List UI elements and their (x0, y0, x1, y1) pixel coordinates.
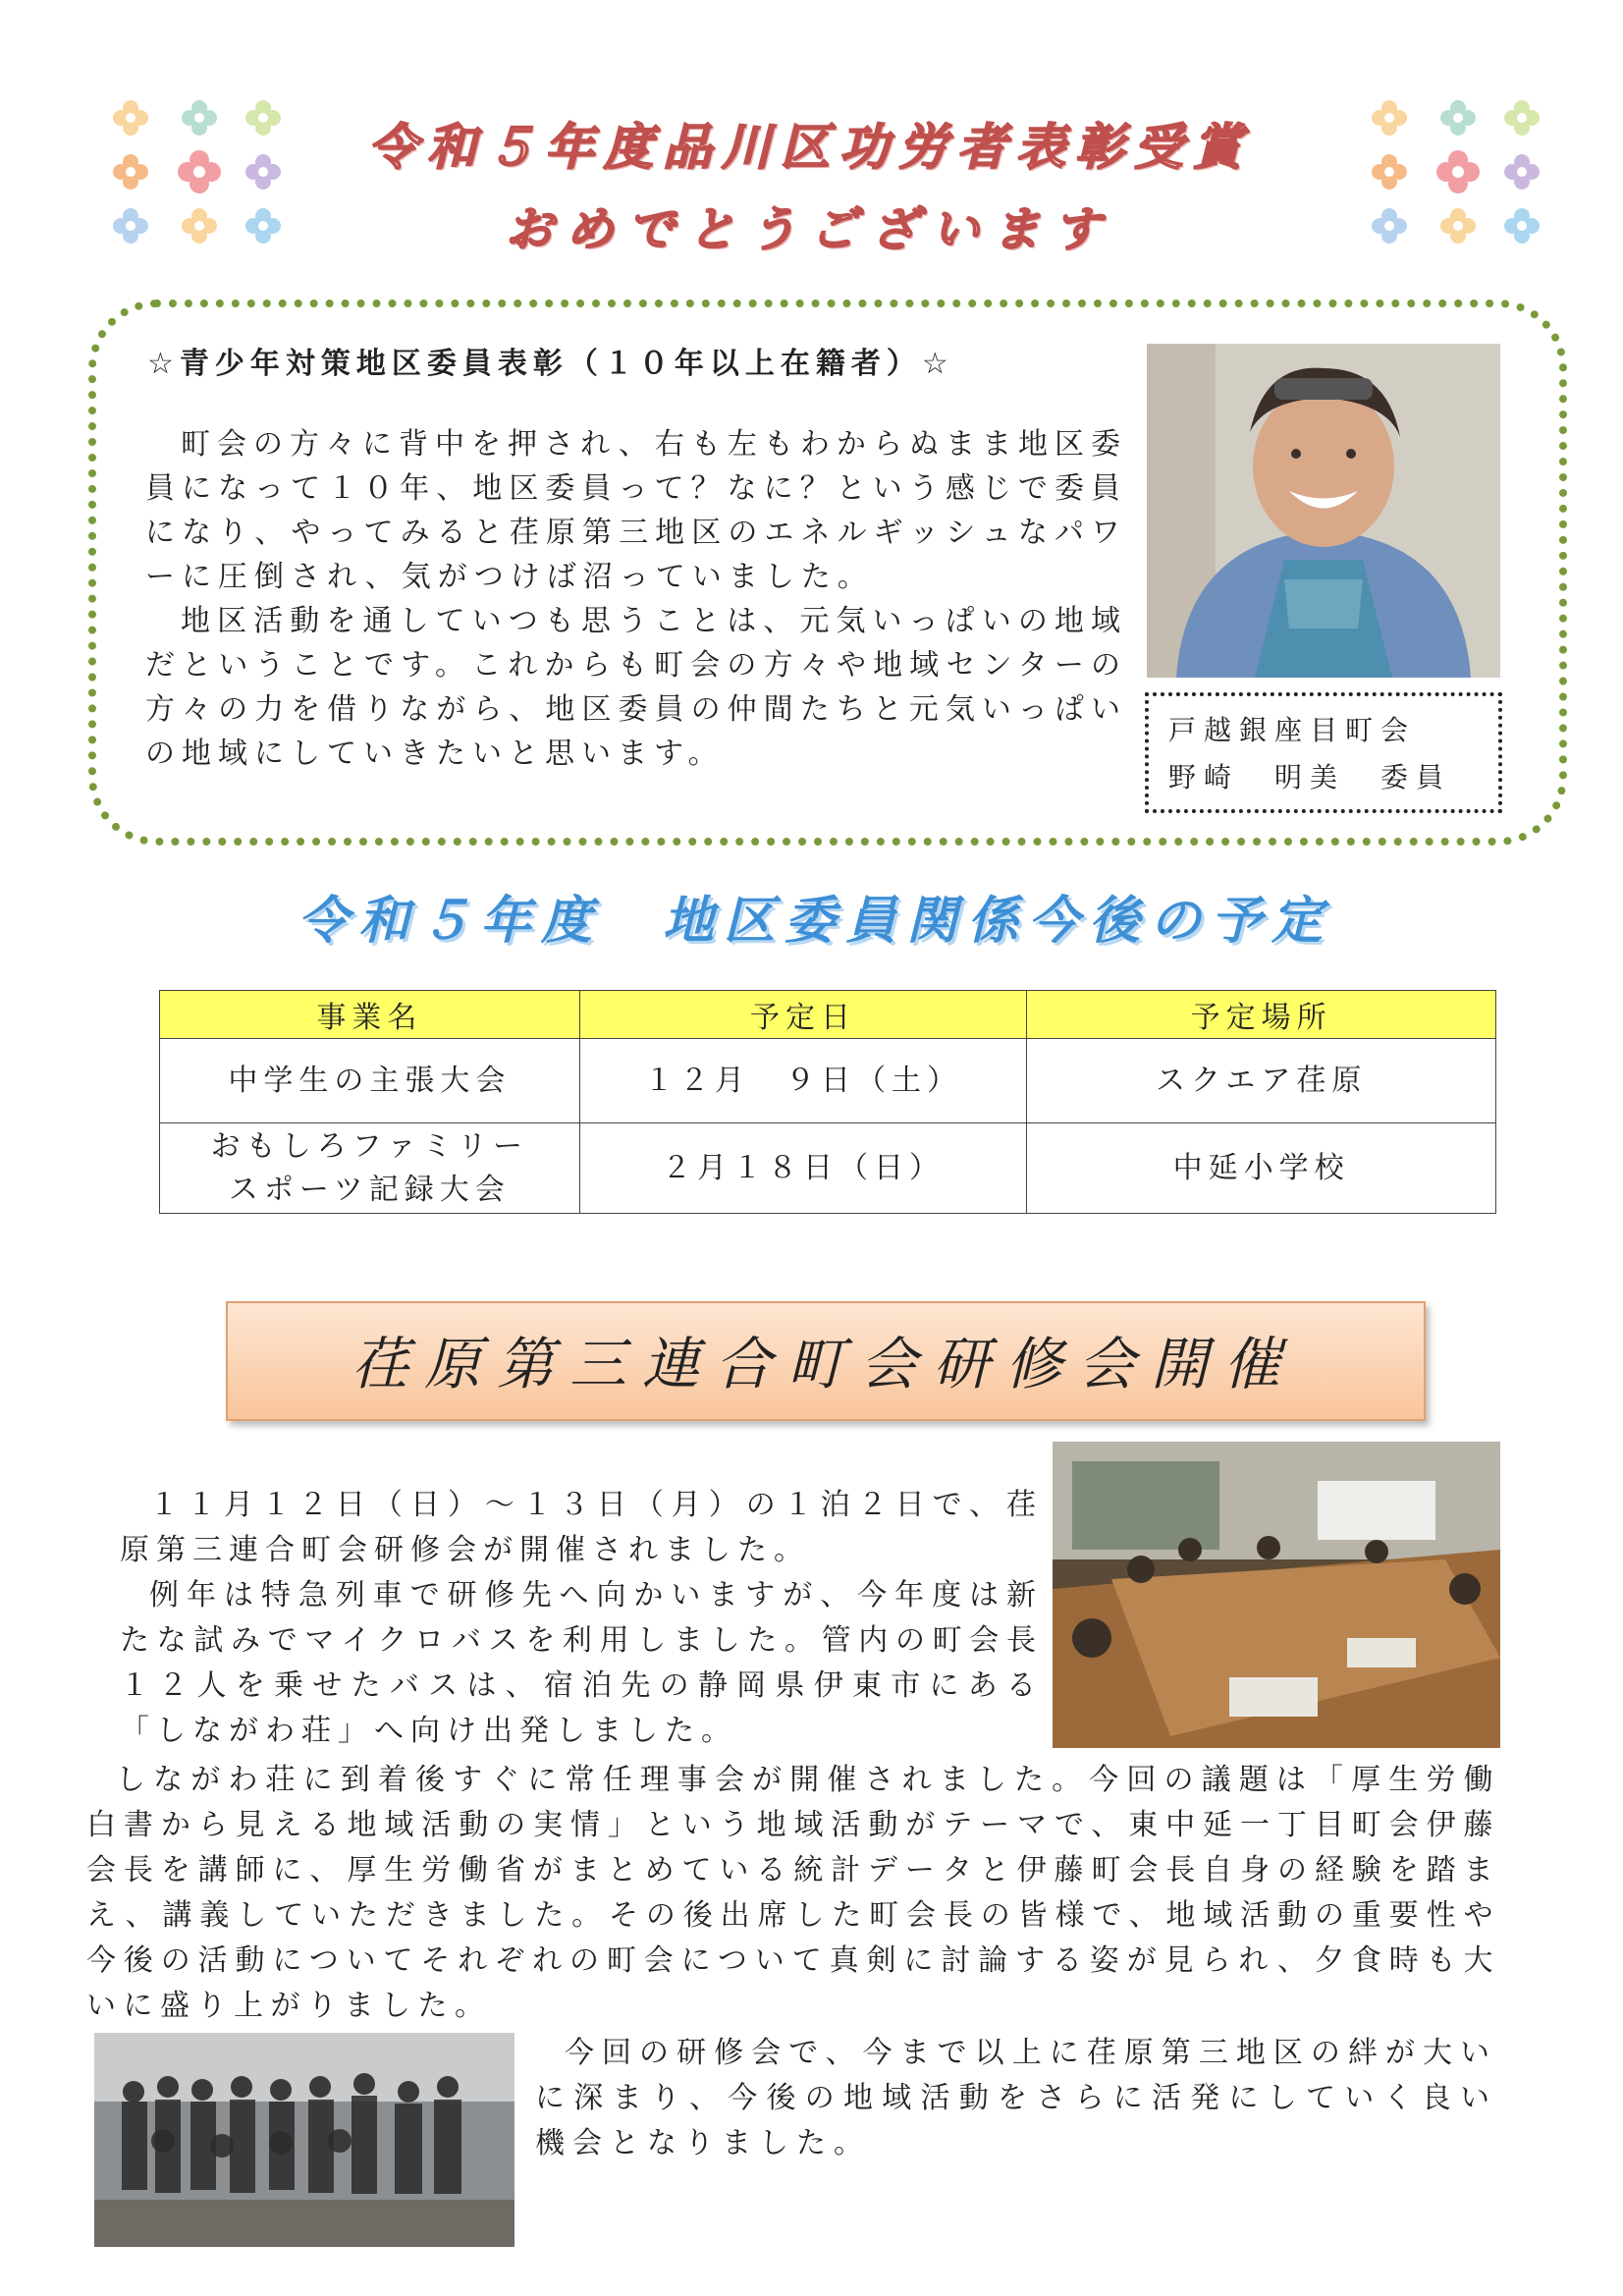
recipient-name: 野崎 明美 委員 (1168, 761, 1452, 793)
seminar-paragraph: 今回の研修会で、今まで以上に荏原第三地区の絆が大いに深まり、今後の地域活動をさらに活発にしていく良い機会となりました。 (535, 2036, 1497, 2160)
page-subtitle: おめでとうございます (505, 202, 1114, 257)
flower-decoration-right (1365, 93, 1551, 250)
schedule-table (159, 990, 1496, 1214)
award-recipient-photo (1147, 344, 1500, 678)
seminar-paragraph: しながわ荘に到着後すぐに常任理事会が開催されました。今回の議題は「厚生労働白書から見える地域活動の実情」という地域活動がテーマで、東中延一丁目町会伊藤会長を講師に、厚生労働省がまとめている統計データと伊藤町会長自身の経験を踏まえ、講義していただきました。その後出席した町会長の皆様で、地域活動の重要性や今後の活動についてそれぞれの町会について真剣に討論する姿が見られ、夕食時も大いに盛り上がりました。 (86, 1763, 1500, 2023)
table-header-row (160, 991, 1496, 1039)
event-date: ２月１８日（日） (579, 1123, 1027, 1214)
seminar-title: 荏原第三連合町会研修会開催 (351, 1331, 1296, 1397)
seminar-body (86, 1758, 1500, 2029)
seminar-meeting-photo (1053, 1442, 1500, 1748)
event-place: スクエア荏原 (1027, 1039, 1496, 1123)
event-name-line: スポーツ記録大会 (228, 1172, 511, 1207)
column-header-place: 予定場所 (1027, 991, 1496, 1039)
table-row (160, 1039, 1496, 1123)
event-place: 中延小学校 (1027, 1123, 1496, 1214)
flower-icon-group (1365, 93, 1551, 250)
table-row (160, 1123, 1496, 1214)
award-paragraph: 地区活動を通していつも思うことは、元気いっぱいの地域だということです。これからも町会の方々や地域センターの方々の力を借りながら、地区委員の仲間たちと元気いっぱいの地域にしていきたいと思います。 (145, 604, 1127, 771)
page-title: 令和５年度品川区功労者表彰受賞 (368, 118, 1252, 176)
seminar-paragraph: 例年は特急列車で研修先へ向かいますが、今年度は新たな試みでマイクロバスを利用しました。管内の町会長１２人を乗せたバスは、宿泊先の静岡県伊東市にある「しながわ荘」へ向け出発しました。 (120, 1578, 1043, 1748)
meeting-room-image (1053, 1442, 1500, 1748)
flower-icon-group (106, 93, 293, 250)
event-name (160, 1123, 580, 1214)
schedule-title: 令和５年度 地区委員関係今後の予定 (297, 892, 1332, 951)
group-photo-image (94, 2033, 514, 2247)
column-header-event: 事業名 (160, 991, 580, 1039)
event-name: 中学生の主張大会 (160, 1039, 580, 1123)
award-paragraph: 町会の方々に背中を押され、右も左もわからぬまま地区委員になって１０年、地区委員って？なに？という感じで委員になり、やってみると荏原第三地区のエネルギッシュなパワーに圧倒され、気がつけば沼っていました。 (145, 427, 1127, 594)
seminar-conclusion (535, 2031, 1497, 2166)
event-name-line: おもしろファミリー (210, 1128, 529, 1164)
flower-decoration-left (106, 93, 293, 250)
event-date: １２月 ９日（土） (579, 1039, 1027, 1123)
award-text (145, 422, 1127, 776)
seminar-group-photo (94, 2033, 514, 2247)
seminar-paragraph: １１月１２日（日）～１３日（月）の１泊２日で、荏原第三連合町会研修会が開催されました。 (120, 1488, 1043, 1567)
recipient-organization: 戸越銀座目町会 (1168, 714, 1417, 746)
award-heading: ☆青少年対策地区委員表彰（１０年以上在籍者）☆ (147, 347, 954, 381)
column-header-date: 予定日 (579, 991, 1027, 1039)
person-portrait-image (1147, 344, 1500, 678)
seminar-intro (120, 1483, 1043, 1754)
